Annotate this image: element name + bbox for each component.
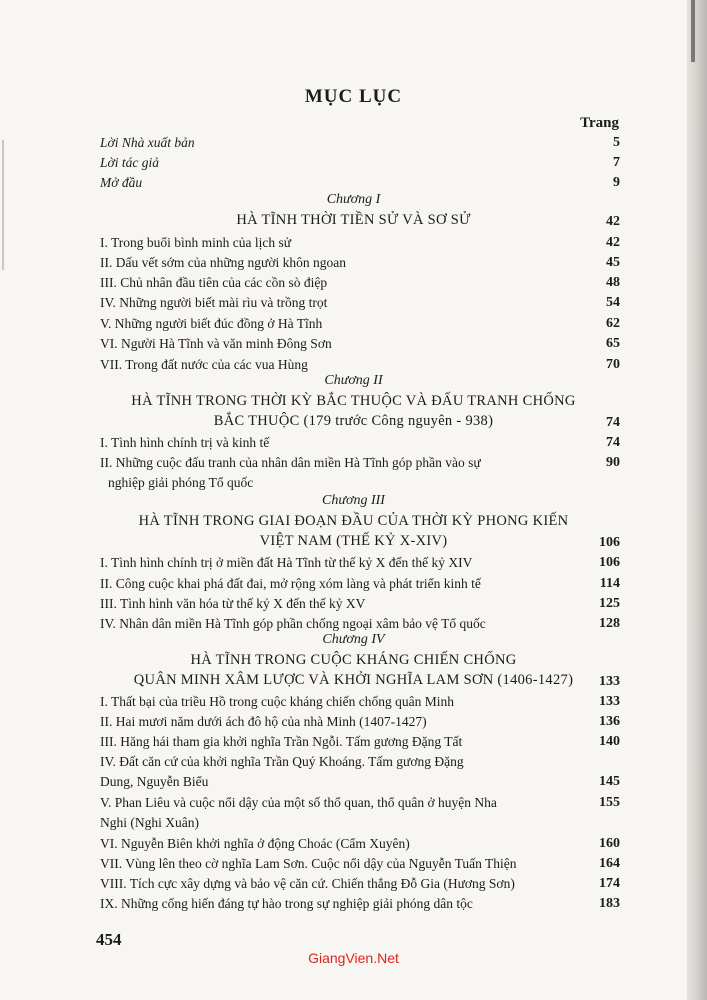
entry-page: 125 <box>599 596 620 611</box>
entry-text: I. Thất bại của triều Hồ trong cuộc kháng chiến chống quân Minh <box>100 694 455 709</box>
entry-page: 145 <box>599 774 620 789</box>
entry-text: II. Công cuộc khai phá đất đai, mở rộng xóm làng và phát triển kinh tế <box>100 576 481 591</box>
page-title: MỤC LỤC <box>304 86 403 107</box>
entry-page: 65 <box>606 336 620 351</box>
entry-text: VIII. Tích cực xây dựng và bảo vệ căn cứ. Chiến thắng Đỗ Gia (Hương Sơn) <box>100 876 515 891</box>
entry-page: 128 <box>599 616 620 631</box>
entry-text: I. Trong buổi bình minh của lịch sử <box>100 235 292 250</box>
entry-page: 90 <box>606 455 620 470</box>
entry-text: III. Hăng hái tham gia khởi nghĩa Trần Ngỗi. Tấm gương Đặng Tất <box>100 734 463 749</box>
entry-page: 114 <box>599 576 620 591</box>
entry-text: VII. Trong đất nước của các vua Hùng <box>100 357 308 372</box>
chapter-page: 106 <box>599 535 620 550</box>
entry-page: 155 <box>599 795 620 810</box>
chapter-title: HÀ TĨNH TRONG CUỘC KHÁNG CHIẾN CHỐNG <box>190 652 517 668</box>
entry-text: III. Tình hình văn hóa từ thế kỷ X đến thế kỷ XV <box>100 596 366 611</box>
chapter-label: Chương I <box>326 192 381 207</box>
entry-text: VII. Vùng lên theo cờ nghĩa Lam Sơn. Cuộc nổi dậy của Nguyễn Tuấn Thiện <box>100 856 517 871</box>
entry-text: VI. Nguyễn Biên khởi nghĩa ở động Choác (Cẩm Xuyên) <box>100 836 410 851</box>
entry-page: 42 <box>606 235 620 250</box>
chapter-page: 42 <box>606 214 620 229</box>
page-column-header: Trang <box>580 115 619 131</box>
entry-text: IX. Những cống hiến đáng tự hào trong sự nghiệp giải phóng dân tộc <box>100 896 473 911</box>
entry-page: 5 <box>613 135 620 150</box>
entry-page: 9 <box>613 175 620 190</box>
entry-text: VI. Người Hà Tĩnh và văn minh Đông Sơn <box>100 336 332 351</box>
chapter-title-line2: BẮC THUỘC (179 trước Công nguyên - 938) <box>213 413 494 429</box>
entry-page: 7 <box>613 155 620 170</box>
entry-text: Mở đầu <box>100 175 143 190</box>
entry-text: I. Tình hình chính trị ở miền đất Hà Tĩnh từ thế kỷ X đến thế kỷ XIV <box>100 555 473 570</box>
entry-text: Lời Nhà xuất bản <box>100 135 195 150</box>
entry-page: 164 <box>599 856 620 871</box>
entry-text: II. Những cuộc đấu tranh của nhân dân miền Hà Tĩnh góp phần vào sự <box>100 455 481 470</box>
entry-page: 183 <box>599 896 620 911</box>
binding-mark <box>691 0 695 62</box>
chapter-title-line2: VIỆT NAM (THẾ KỶ X-XIV) <box>259 533 448 549</box>
chapter-label: Chương II <box>324 373 383 388</box>
entry-page: 136 <box>599 714 620 729</box>
entry-page: 133 <box>599 694 620 709</box>
chapter-title: HÀ TĨNH TRONG GIAI ĐOẠN ĐẦU CỦA THỜI KỲ PHONG KIẾN <box>138 513 569 529</box>
entry-text: IV. Đất căn cứ của khởi nghĩa Trần Quý Khoáng. Tấm gương Đặng <box>100 754 464 769</box>
chapter-title-line2: QUÂN MINH XÂM LƯỢC VÀ KHỞI NGHĨA LAM SƠN (1406-1427) <box>133 672 574 688</box>
entry-text: nghiệp giải phóng Tổ quốc <box>108 475 254 490</box>
chapter-page: 74 <box>606 415 620 430</box>
entry-text: V. Phan Liêu và cuộc nổi dậy của một số thổ quan, thổ quân ở huyện Nha <box>100 795 497 810</box>
entry-text: II. Dấu vết sớm của những người khôn ngoan <box>100 255 346 270</box>
entry-page: 174 <box>599 876 620 891</box>
chapter-title: HÀ TĨNH THỜI TIỀN SỬ VÀ SƠ SỬ <box>236 212 471 228</box>
chapter-label: Chương IV <box>322 632 385 647</box>
chapter-label: Chương III <box>322 493 385 508</box>
chapter-page: 133 <box>599 674 620 689</box>
entry-page: 62 <box>606 316 620 331</box>
entry-page: 70 <box>606 357 620 372</box>
entry-page: 160 <box>599 836 620 851</box>
chapter-title: HÀ TĨNH TRONG THỜI KỲ BẮC THUỘC VÀ ĐẤU TRANH CHỐNG <box>131 393 576 409</box>
entry-text: III. Chủ nhân đầu tiên của các cồn sò điệp <box>100 275 328 290</box>
entry-text: Nghi (Nghi Xuân) <box>100 815 199 830</box>
entry-page: 48 <box>606 275 620 290</box>
entry-text: II. Hai mươi năm dưới ách đô hộ của nhà Minh (1407-1427) <box>100 714 427 729</box>
entry-page: 106 <box>599 555 620 570</box>
entry-text: Dung, Nguyễn Biểu <box>100 774 209 789</box>
entry-text: V. Những người biết đúc đồng ở Hà Tĩnh <box>100 316 323 331</box>
entry-page: 140 <box>599 734 620 749</box>
entry-text: I. Tình hình chính trị và kinh tế <box>100 435 270 450</box>
entry-text: IV. Những người biết mài rìu và trồng trọt <box>100 295 328 310</box>
entry-page: 54 <box>606 295 620 310</box>
entry-text: IV. Nhân dân miền Hà Tĩnh góp phần chống ngoại xâm bảo vệ Tổ quốc <box>100 616 486 631</box>
watermark-text: GiangVien.Net <box>308 950 399 966</box>
entry-page: 74 <box>606 435 620 450</box>
page-number: 454 <box>96 930 122 949</box>
entry-text: Lời tác giả <box>100 155 159 170</box>
entry-page: 45 <box>606 255 620 270</box>
